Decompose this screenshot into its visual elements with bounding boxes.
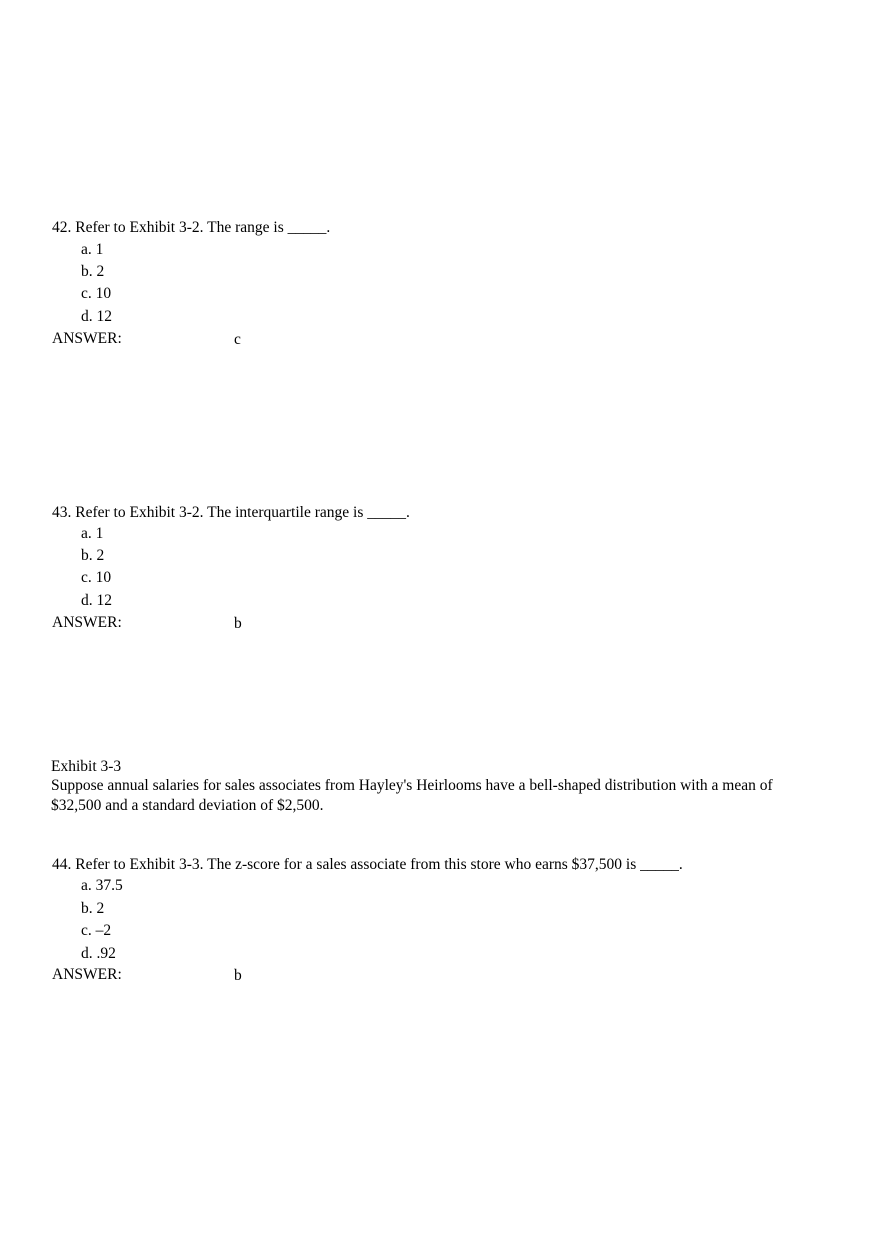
question-43-choice-b: b. 2 [81, 547, 105, 564]
exhibit-title: Exhibit 3-3 [51, 758, 122, 775]
question-44-stem: 44. Refer to Exhibit 3-3. The z-score for a sales associate from this store who earns $37,500 is _____. [52, 856, 683, 873]
question-42-answer-value: c [234, 331, 241, 348]
question-43-choice-d: d. 12 [81, 592, 112, 609]
question-43-choice-c: c. 10 [81, 569, 112, 586]
question-44-choice-a: a. 37.5 [81, 877, 123, 894]
exhibit-text-line-1: Suppose annual salaries for sales associates from Hayley's Heirlooms have a bell-shaped distribution with a mean of [51, 777, 773, 794]
question-43-answer-label: ANSWER: [52, 614, 122, 631]
question-42-answer-label: ANSWER: [52, 330, 122, 347]
question-44-answer-label: ANSWER: [52, 966, 122, 983]
exhibit-text-line-2: $32,500 and a standard deviation of $2,500. [51, 797, 324, 814]
question-44-choice-b: b. 2 [81, 900, 105, 917]
question-43-answer-value: b [234, 615, 242, 632]
question-43-choice-a: a. 1 [81, 525, 104, 542]
question-42-stem: 42. Refer to Exhibit 3-2. The range is _____. [52, 219, 331, 236]
question-42-choice-b: b. 2 [81, 263, 105, 280]
question-43-stem: 43. Refer to Exhibit 3-2. The interquartile range is _____. [52, 504, 410, 521]
question-44-answer-value: b [234, 967, 242, 984]
question-42-choice-a: a. 1 [81, 241, 104, 258]
question-42-choice-c: c. 10 [81, 285, 112, 302]
question-42-choice-d: d. 12 [81, 308, 112, 325]
question-44-choice-d: d. .92 [81, 945, 116, 962]
question-44-choice-c: c. –2 [81, 922, 112, 939]
